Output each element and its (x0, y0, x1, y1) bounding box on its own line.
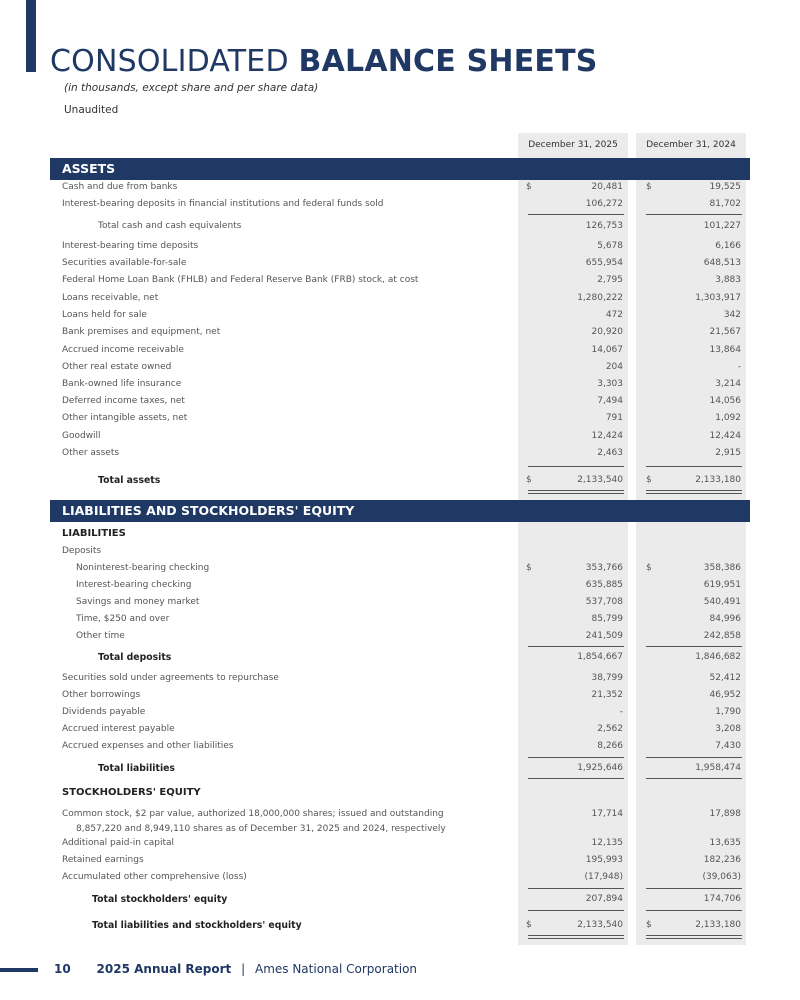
value-2024: 13,864 (709, 345, 741, 355)
value-2025: 126,753 (585, 221, 623, 231)
table-row-total-deposits (50, 649, 750, 666)
value-2025: 3,303 (597, 379, 623, 389)
row-label: Total cash and cash equivalents (98, 221, 242, 231)
row-label: Other assets (62, 448, 120, 458)
subtotal-rule (528, 214, 624, 215)
table-row (50, 543, 750, 560)
table-row (50, 687, 750, 704)
value-2025: 2,463 (597, 448, 623, 458)
table-row (50, 410, 750, 427)
value-2025: 2,133,540 (577, 475, 623, 485)
value-2024: 174,706 (703, 894, 741, 904)
subtotal-rule (646, 888, 742, 889)
row-label: Interest-bearing checking (76, 580, 192, 590)
table-row (50, 560, 750, 577)
value-2025: 353,766 (585, 563, 623, 573)
table-row (50, 721, 750, 738)
table-row (50, 852, 750, 869)
value-2025: 20,481 (591, 182, 623, 192)
deposits-label: Deposits (62, 546, 102, 556)
value-2024: 1,846,682 (695, 652, 741, 662)
row-label: 8,857,220 and 8,949,110 shares as of December 31, 2025 and 2024, respectively (76, 824, 446, 834)
total-rule (528, 466, 624, 467)
value-2025: 204 (605, 362, 623, 372)
table-row (50, 670, 750, 687)
value-2024: 1,303,917 (695, 293, 741, 303)
value-2025: 537,708 (585, 597, 623, 607)
value-2024: 7,430 (715, 741, 741, 751)
value-2024: 84,996 (709, 614, 741, 624)
row-label: Interest-bearing deposits in financial institutions and federal funds sold (62, 199, 384, 209)
table-row (50, 428, 750, 445)
row-label: Other time (76, 631, 125, 641)
table-row-total-liabilities (50, 760, 750, 777)
currency-symbol: $ (526, 182, 532, 192)
currency-symbol: $ (646, 920, 652, 930)
value-2025: 791 (605, 413, 623, 423)
total-rule (646, 466, 742, 467)
value-2024: 19,525 (709, 182, 741, 192)
subtotal-rule (528, 757, 624, 758)
value-2025: 635,885 (585, 580, 623, 590)
value-2025: 241,509 (585, 631, 623, 641)
currency-symbol: $ (646, 475, 652, 485)
subtotal-rule (646, 214, 742, 215)
value-2024: 540,491 (703, 597, 741, 607)
value-2025: 7,494 (597, 396, 623, 406)
row-label: Securities available-for-sale (62, 258, 187, 268)
value-2025: 17,714 (591, 809, 623, 819)
subtotal-rule (646, 646, 742, 647)
page-title (50, 44, 598, 79)
subtotal-rule (646, 910, 742, 911)
row-label: Other borrowings (62, 690, 141, 700)
table-row (50, 196, 750, 213)
footer-accent-bar (0, 968, 38, 972)
liabilities-label: LIABILITIES (62, 528, 126, 539)
table-row (50, 376, 750, 393)
value-2024: 242,858 (703, 631, 741, 641)
value-2025: 5,678 (597, 241, 623, 251)
row-label: Loans receivable, net (62, 293, 159, 303)
row-label: Accrued expenses and other liabilities (62, 741, 234, 751)
value-2024: 1,790 (715, 707, 741, 717)
subtitle: (in thousands, except share and per share data) (64, 82, 319, 94)
title-light: CONSOLIDATED (50, 44, 299, 79)
value-2025: 1,925,646 (577, 763, 623, 773)
value-2025: 472 (605, 310, 623, 320)
row-label: Federal Home Loan Bank (FHLB) and Federal Reserve Bank (FRB) stock, at cost (62, 275, 419, 285)
value-2024: 3,883 (715, 275, 741, 285)
table-row (50, 704, 750, 721)
table-row (50, 738, 750, 755)
value-2025: 8,266 (597, 741, 623, 751)
double-rule (646, 490, 742, 494)
table-row (50, 290, 750, 307)
table-row (50, 307, 750, 324)
value-2025: 12,135 (591, 838, 623, 848)
subtotal-rule (646, 757, 742, 758)
table-row (50, 255, 750, 272)
value-2024: 342 (723, 310, 741, 320)
table-row (50, 628, 750, 645)
row-label: Bank premises and equipment, net (62, 327, 221, 337)
table-row (50, 218, 750, 235)
page-number: 10 (54, 962, 71, 976)
row-label: Dividends payable (62, 707, 146, 717)
value-2024: 3,208 (715, 724, 741, 734)
value-2024: 21,567 (709, 327, 741, 337)
currency-symbol: $ (526, 563, 532, 573)
value-2025: 2,795 (597, 275, 623, 285)
value-2025: 21,352 (591, 690, 623, 700)
value-2024: 17,898 (709, 809, 741, 819)
footer-separator: | (241, 962, 246, 976)
value-2024: 3,214 (715, 379, 741, 389)
value-2024: 6,166 (715, 241, 741, 251)
value-2025: 2,562 (597, 724, 623, 734)
row-label: Total stockholders' equity (92, 894, 228, 905)
double-rule (528, 935, 624, 939)
table-row (50, 342, 750, 359)
row-label: Bank-owned life insurance (62, 379, 182, 389)
value-2024: 52,412 (709, 673, 741, 683)
subtotal-rule (528, 910, 624, 911)
row-label: Total assets (98, 475, 161, 486)
value-2025: 1,854,667 (577, 652, 623, 662)
table-row (50, 445, 750, 462)
table-row (50, 869, 750, 886)
value-2025: 195,993 (585, 855, 623, 865)
column-header-2025: December 31, 2025 (528, 140, 618, 150)
table-row-total-equity (50, 891, 750, 908)
currency-symbol: $ (526, 920, 532, 930)
value-2025: (17,948) (584, 872, 623, 882)
row-label: Additional paid-in capital (62, 838, 175, 848)
value-2024: (39,063) (702, 872, 741, 882)
row-label: Total liabilities (98, 763, 175, 774)
stockholders-equity-label: STOCKHOLDERS' EQUITY (62, 787, 201, 798)
value-2025: 85,799 (591, 614, 623, 624)
value-2024: 2,133,180 (695, 475, 741, 485)
value-2025: 38,799 (591, 673, 623, 683)
value-2024: 1,958,474 (695, 763, 741, 773)
row-label: Savings and money market (76, 597, 200, 607)
row-label: Accrued interest payable (62, 724, 175, 734)
table-row (50, 238, 750, 255)
row-label: Total deposits (98, 652, 172, 663)
row-label: Other real estate owned (62, 362, 172, 372)
column-header-2024: December 31, 2024 (646, 140, 736, 150)
table-row-total-assets (50, 472, 750, 489)
table-row (50, 594, 750, 611)
row-label: Securities sold under agreements to repurchase (62, 673, 279, 683)
value-2025: 655,954 (585, 258, 623, 268)
report-name: 2025 Annual Report (96, 962, 232, 976)
value-2024: - (737, 362, 741, 372)
value-2024: 14,056 (709, 396, 741, 406)
table-row (50, 611, 750, 628)
value-2024: 619,951 (703, 580, 741, 590)
value-2024: 101,227 (703, 221, 741, 231)
row-label: Total liabilities and stockholders' equity (92, 920, 302, 931)
row-label: Accumulated other comprehensive (loss) (62, 872, 247, 882)
value-2024: 1,092 (715, 413, 741, 423)
value-2024: 81,702 (709, 199, 741, 209)
value-2025: 14,067 (591, 345, 623, 355)
row-label: Noninterest-bearing checking (76, 563, 210, 573)
left-accent-bar (26, 0, 36, 72)
value-2025: 106,272 (585, 199, 623, 209)
liabilities-equity-header: LIABILITIES AND STOCKHOLDERS' EQUITY (50, 500, 750, 522)
row-label: Other intangible assets, net (62, 413, 188, 423)
double-rule (646, 935, 742, 939)
value-2024: 182,236 (703, 855, 741, 865)
value-2025: 2,133,540 (577, 920, 623, 930)
currency-symbol: $ (526, 475, 532, 485)
value-2025: - (619, 707, 623, 717)
table-row (50, 179, 750, 196)
table-row (50, 393, 750, 410)
subtotal-rule (528, 888, 624, 889)
table-row (50, 324, 750, 341)
value-2025: 12,424 (591, 431, 623, 441)
table-row (50, 359, 750, 376)
value-2025: 207,894 (585, 894, 623, 904)
value-2024: 13,635 (709, 838, 741, 848)
page-footer (54, 962, 417, 976)
value-2024: 648,513 (703, 258, 741, 268)
value-2024: 12,424 (709, 431, 741, 441)
table-row (50, 835, 750, 852)
title-bold: BALANCE SHEETS (298, 44, 598, 79)
double-rule (528, 490, 624, 494)
row-label: Common stock, $2 par value, authorized 18,000,000 shares; issued and outstanding (62, 809, 444, 819)
unaudited-label: Unaudited (64, 104, 119, 116)
table-row-total-liabilities-equity (50, 917, 750, 934)
subtotal-rule (646, 778, 742, 779)
row-label: Loans held for sale (62, 310, 147, 320)
row-label: Time, $250 and over (76, 614, 170, 624)
currency-symbol: $ (646, 563, 652, 573)
row-label: Cash and due from banks (62, 182, 178, 192)
value-2025: 1,280,222 (577, 293, 623, 303)
value-2024: 2,915 (715, 448, 741, 458)
table-row (50, 577, 750, 594)
value-2024: 2,133,180 (695, 920, 741, 930)
table-row (50, 272, 750, 289)
company-name: Ames National Corporation (254, 962, 418, 976)
value-2024: 358,386 (703, 563, 741, 573)
assets-header: ASSETS (50, 158, 750, 180)
currency-symbol: $ (646, 182, 652, 192)
row-label: Accrued income receivable (62, 345, 184, 355)
subtotal-rule (528, 778, 624, 779)
row-label: Goodwill (62, 431, 101, 441)
value-2025: 20,920 (591, 327, 623, 337)
row-label: Deferred income taxes, net (62, 396, 185, 406)
subtotal-rule (528, 646, 624, 647)
value-2024: 46,952 (709, 690, 741, 700)
row-label: Interest-bearing time deposits (62, 241, 199, 251)
row-label: Retained earnings (62, 855, 144, 865)
